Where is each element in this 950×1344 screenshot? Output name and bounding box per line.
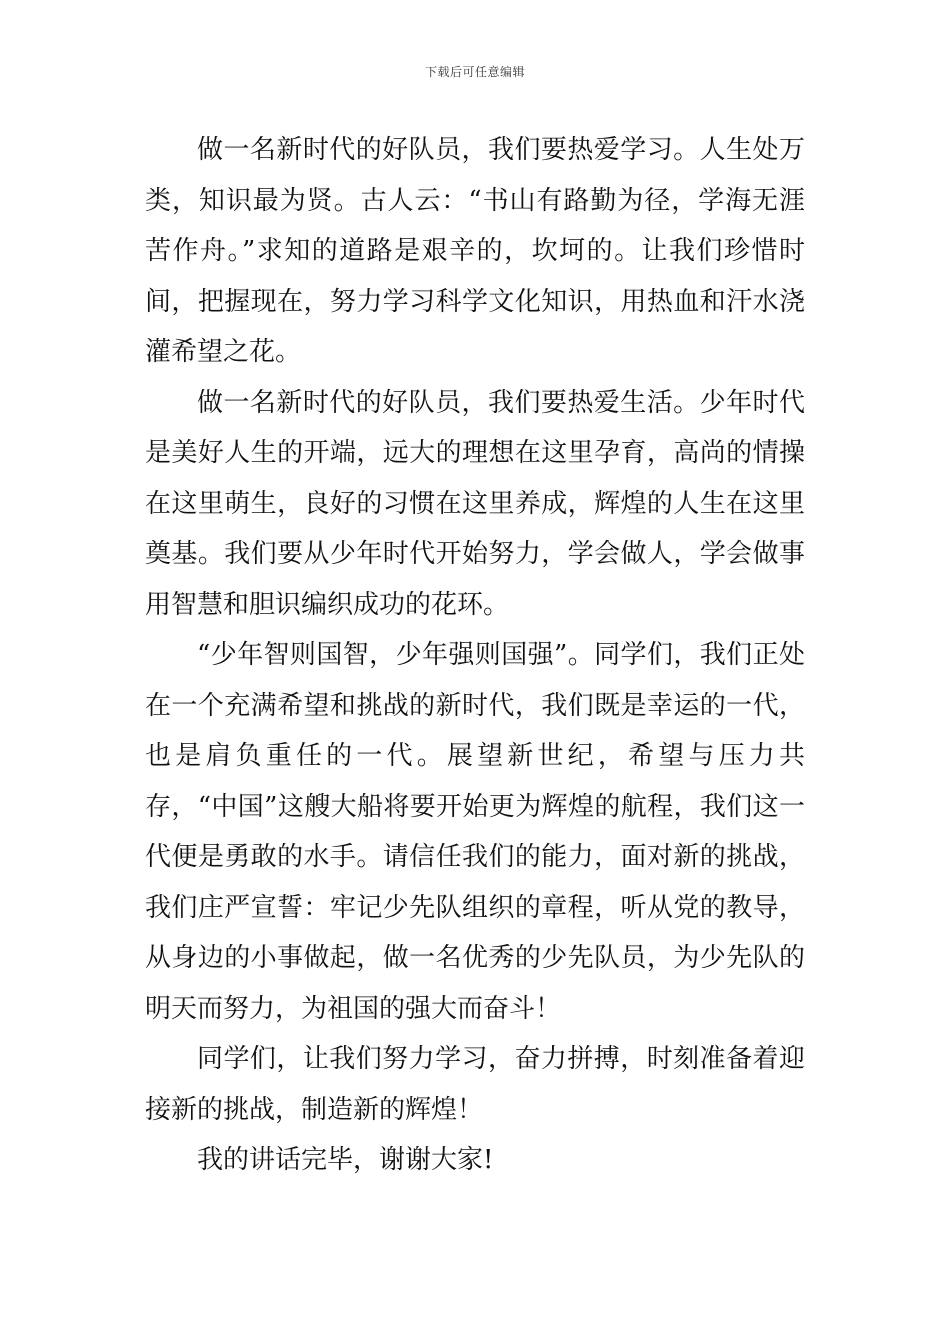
speech-body <box>145 125 805 1186</box>
paragraph-youth-strong: “少年智则国智，少年强则国强”。同学们，我们正处在一个充满希望和挑战的新时代，我们既是幸运的一代，也是肩负重任的一代。展望新世纪，希望与压力共存，“中国”这艘大船将要开始更为辉煌的航程，我们这一代便是勇敢的水手。请信任我们的能力，面对新的挑战，我们庄严宣誓：牢记少先队组织的章程，听从党的教导，从身边的小事做起，做一名优秀的少先队员，为少先队的明天而努力，为祖国的强大而奋斗！ <box>145 640 805 1024</box>
paragraph-love-life: 做一名新时代的好队员，我们要热爱生活。少年时代是美好人生的开端，远大的理想在这里孕育，高尚的情操在这里萌生，良好的习惯在这里养成，辉煌的人生在这里奠基。我们要从少年时代开始努力，学会做人，学会做事用智慧和胆识编织成功的花环。 <box>145 387 805 620</box>
header-note: 下载后可任意编辑 <box>424 65 525 79</box>
paragraph-love-learning: 做一名新时代的好队员，我们要热爱学习。人生处万类，知识最为贤。古人云：“书山有路勤为径，学海无涯苦作舟。”求知的道路是艰辛的，坎坷的。让我们珍惜时间，把握现在，努力学习科学文化知识，用热血和汗水浇灌希望之花。 <box>145 135 805 367</box>
paragraph-call-to-action: 同学们，让我们努力学习，奋力拼搏，时刻准备着迎接新的挑战，制造新的辉煌！ <box>145 1044 805 1125</box>
paragraph-closing: 我的讲话完毕，谢谢大家! <box>197 1145 494 1175</box>
